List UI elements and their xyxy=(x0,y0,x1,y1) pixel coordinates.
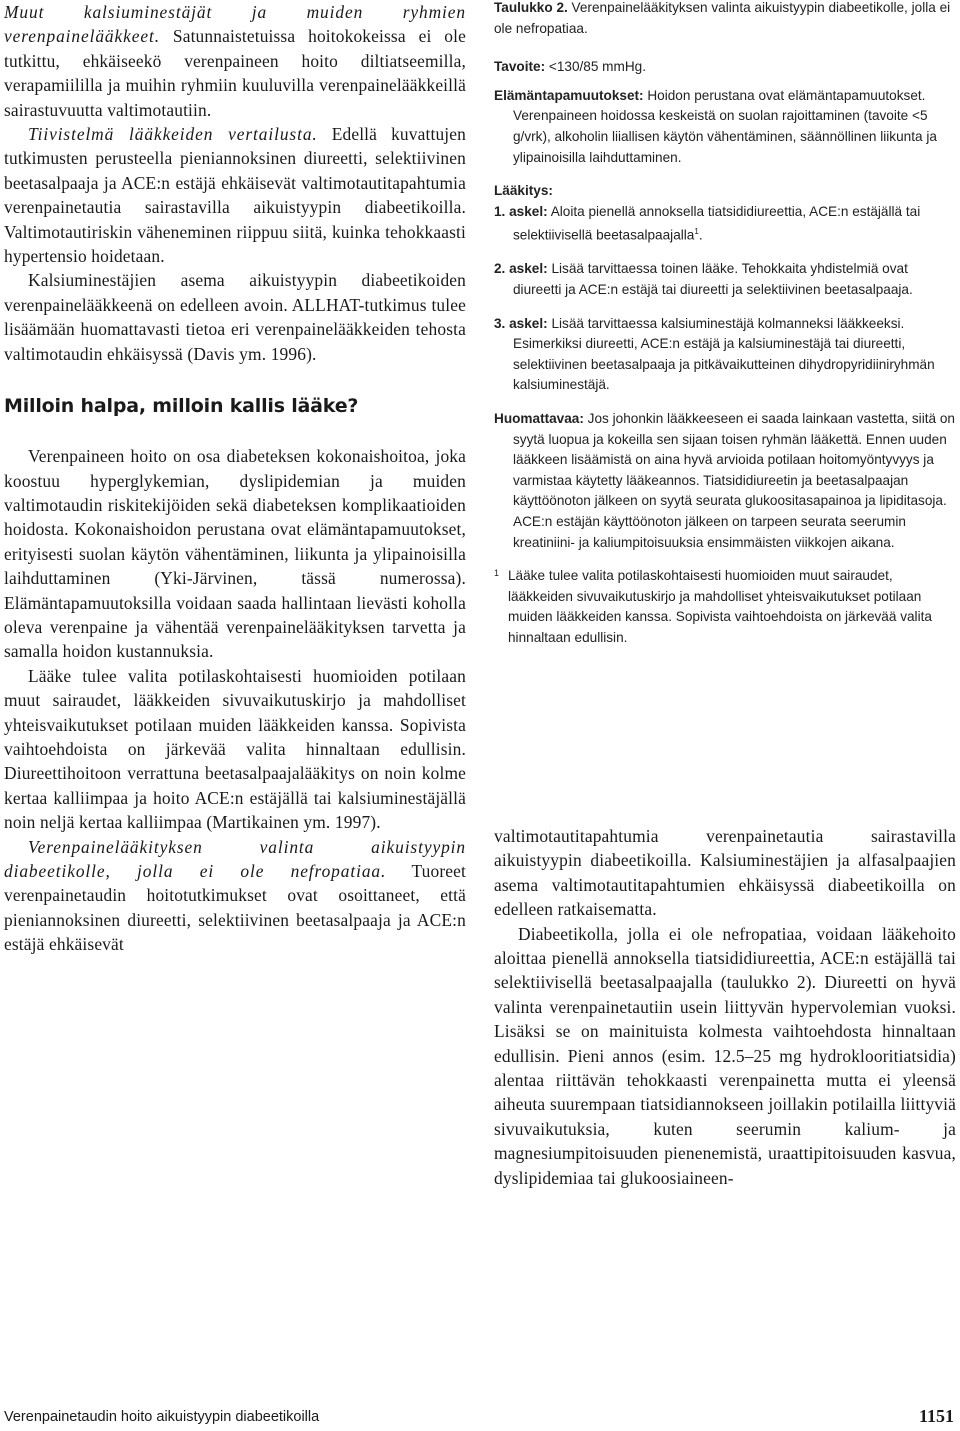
paragraph-total-care: Verenpaineen hoito on osa diabeteksen kokonaishoitoa, joka koostuu hyperglykemian, dyslipidemian ja muiden valtimotaudin riskitekijöiden sekä diabeteksen komplikaatioiden hoidosta. Kokonaishoidon perustana ovat elämäntapamuutokset, erityisesti suolan käytön vähentäminen, liikunta ja ylipainoisilla laihduttaminen (Yki-Järvinen, tässä numerossa). Elämäntapamuutoksilla voidaan saada hallintaan lievästi koholla oleva verenpaine ja vähentää verenpainelääkityksen tarvetta ja samalla hoidon kustannuksia. xyxy=(4,446,466,662)
table-medication-heading: Lääkitys: xyxy=(494,183,553,199)
paragraph-drug-choice: Lääke tulee valita potilaskohtaisesti huomioiden potilaan muut sairaudet, lääkkeiden sivuvaikutuskirjo ja mahdolliset yhteisvaikutukset potilaan muiden lääkkeiden kanssa. Sopivista vaihtoehdoista on järkevää valita hinnaltaan edullisin. Diureettihoitoon verrattuna beetasalpaajalääkitys on noin kolme kertaa kalliimpaa ja hoito ACE:n estäjällä tai kalsiuminestäjällä noin neljä kertaa kalliimpaa (Martikainen ym. 1997). xyxy=(4,665,466,833)
right-column xyxy=(494,0,956,1188)
paragraph-other-calcium-blockers: Muut kalsiuminestäjät ja muiden ryhmien verenpainelääkkeet. Satunnaistetuissa hoitokokeissa ei ole tutkittu, ehkäiseekö verenpaineen hoito diltiatseemilla, verapamiililla ja muihin ryhmiin kuuluvilla verenpainelääkkeillä sairastuvuutta valtimotautiin. xyxy=(4,2,466,120)
table-caption: Taulukko 2. Verenpainelääkityksen valinta aikuistyypin diabeetikolle, jolla ei ole nefropatiaa. xyxy=(494,0,951,36)
page-number: 1151 xyxy=(918,1406,954,1426)
right-body-text xyxy=(494,824,956,1190)
run-in-heading: Verenpainelääkityksen valinta aikuistyypin diabeetikolle, jolla ei ole nefropatiaa. xyxy=(4,836,466,881)
run-in-heading: Muut kalsiuminestäjät ja muiden ryhmien verenpainelääkkeet. xyxy=(4,2,466,47)
table-footnote: 1 Lääke tulee valita potilaskohtaisesti huomioiden muut sairaudet, lääkkeiden sivuvaikutuskirjo ja mahdolliset yhteisvaikutukset potilaan muiden lääkkeiden kanssa. Sopivista vaihtoehdoista on järkevää valita hinnaltaan edullisin. xyxy=(494,568,932,645)
table-step-1: 1. askel: Aloita pienellä annoksella tiatsididiureettia, ACE:n estäjällä tai selektiivisellä beetasalpaajalla$^1$. xyxy=(494,203,921,243)
paragraph-summary: Tiivistelmä lääkkeiden vertailusta. Edellä kuvattujen tutkimusten perusteella pieniannoksinen diureetti, selektiivinen beetasalpaaja ja ACE:n estäjä ehkäisevät valtimotautitapahtumia verenpainetautia sairastavilla aikuistyypin diabeetikoilla. Valtimotautiriskin väheneminen riippuu siitä, kuinka tehokkaasti hypertensio hoidetaan. xyxy=(4,124,466,267)
table-step-2: 2. askel: Lisää tarvittaessa toinen lääke. Tehokkaita yhdistelmiä ovat diureetti ja ACE:n estäjä tai diureetti ja selektiivinen beetasalpaaja. xyxy=(494,261,913,298)
paragraph-continuation: valtimotautitapahtumia verenpainetautia sairastavilla aikuistyypin diabeetikoilla. Kalsiuminestäjien ja alfasalpaajien asema valtimotautitapahtumien ehkäisyssä diabeetikoilla on edelleen ratkaisematta. xyxy=(494,826,956,920)
run-in-heading: Tiivistelmä lääkkeiden vertailusta. xyxy=(28,124,318,145)
paragraph-nephropathy: Diabeetikolla, jolla ei ole nefropatiaa, voidaan lääkehoito aloittaa pienellä annoksella tiatsididiureettia, ACE:n estäjällä tai selektiivisellä beetasalpaajalla (taulukko 2). Diureetti on hyvä valinta verenpainetautiin usein liittyvän hypervolemian vuoksi. Lisäksi se on mainituista kolmesta vaihtoehdosta hinnaltaan edullisin. Pieni annos (esim. 12.5–25 mg hydroklooritiatsidia) alentaa riittävän tehokkaasti verenpainetta mutta ei yleensä aiheuta suurempaan tiatsidiannokseen joillakin potilailla liittyviä sivuvaikutuksia, kuten seerumin kalium- ja magnesiumpitoisuuden pienenemistä, uraattipitoisuuden kasvua, dyslipidemiaa tai glukoosiaineen- xyxy=(494,923,956,1188)
left-column xyxy=(4,0,466,957)
running-footer-title: Verenpainetaudin hoito aikuistyypin diabeetikoilla xyxy=(4,1409,320,1425)
table-lifestyle: Elämäntapamuutokset: Hoidon perustana ovat elämäntapamuutokset. Verenpaineen hoidossa keskeistä on suolan rajoittaminen (tavoite <5 g/vrk), alkoholin liiallisen käytön vähentäminen, säännöllinen liikunta ja ylipainoisilla laihduttaminen. xyxy=(494,87,937,165)
paragraph-medication-selection: Verenpainelääkityksen valinta aikuistyypin diabeetikolle, jolla ei ole nefropatiaa. Tuoreet verenpainetaudin hoitotutkimukset ovat osoittaneet, että pieniannoksinen diureetti, selektiivinen beetasalpaaja ja ACE:n estäjä ehkäisevät xyxy=(4,836,467,955)
table-step-3: 3. askel: Lisää tarvittaessa kalsiuminestäjä kolmanneksi lääkkeeksi. Esimerkiksi diureetti, ACE:n estäjä ja kalsiuminestäjä tai diureetti, selektiivinen beetasalpaaja ja pitkävaikutteinen dihydropyridiiniryhmän kalsiuminestäjä. xyxy=(494,315,935,393)
table-note: Huomattavaa: Jos johonkin lääkkeeseen ei saada lainkaan vastetta, siitä on syytä luopua ja kokeilla sen sijaan toisen ryhmän lääkettä. Ennen uuden lääkkeen lisäämistä on aina hyvä arvioida potilaan hoitomyöntyvyys ja varmistaa käytetty lääkeannos. Tiatsididiureetin ja beetasalpaajan käyttöönoton jälkeen on syytä seurata glukoositasapainoa ja lipiditasoja. ACE:n estäjän käyttöönoton jälkeen on tarpeen seurata seerumin kreatiniini- ja kaliumpitoisuuksia ensimmäisten viikkojen aikana. xyxy=(494,411,955,550)
table-target: Tavoite: <130/85 mmHg. xyxy=(494,59,646,75)
table-2 xyxy=(494,0,956,649)
section-heading: Milloin halpa, milloin kallis lääke? xyxy=(4,395,359,418)
paragraph-calcium-status: Kalsiuminestäjien asema aikuistyypin diabeetikoiden verenpainelääkkeenä on edelleen avoin. ALLHAT-tutkimus tulee lisäämään huomattavasti tietoa eri verenpainelääkkeiden tehosta valtimotaudin ehkäisyssä (Davis ym. 1996). xyxy=(4,270,466,364)
